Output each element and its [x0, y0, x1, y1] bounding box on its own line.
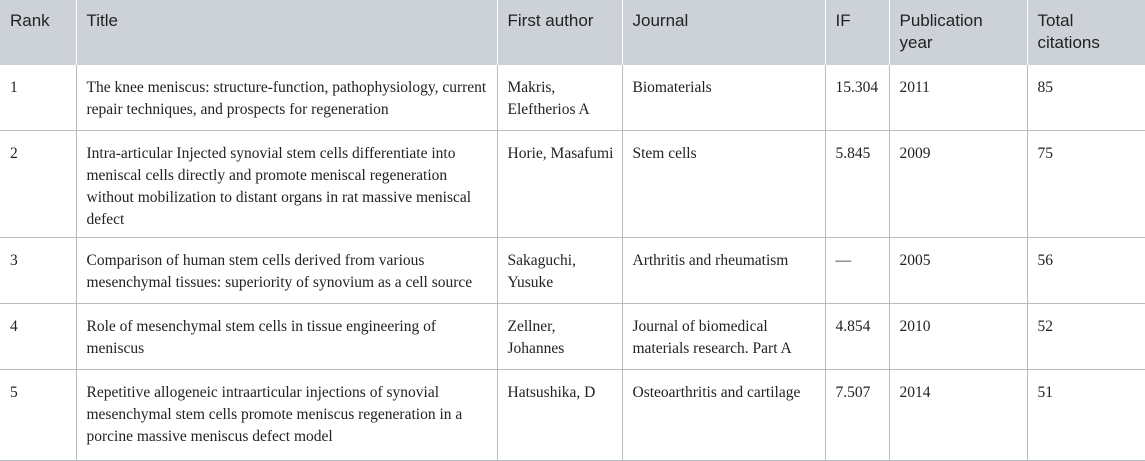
table-header	[0, 0, 1145, 65]
table-row	[0, 65, 1145, 131]
table-row	[0, 238, 1145, 304]
cell-first-author: Zellner, Johannes	[497, 304, 622, 370]
cell-publication-year: 2010	[889, 304, 1027, 370]
cell-title: Comparison of human stem cells derived from various mesenchymal tissues: superiority of synovium as a cell source	[76, 238, 497, 304]
header-publication-year: Publication year	[889, 0, 1027, 65]
cell-total-citations: 51	[1027, 370, 1145, 461]
table-row	[0, 304, 1145, 370]
cell-first-author: Sakaguchi, Yusuke	[497, 238, 622, 304]
header-title: Title	[76, 0, 497, 65]
cell-if: 15.304	[825, 65, 889, 131]
cell-rank: 2	[10, 145, 18, 162]
table-row	[0, 131, 1145, 238]
cell-first-author: Hatsushika, D	[497, 370, 622, 461]
cell-title: The knee meniscus: structure-function, pathophysiology, current repair techniques, and prospects for regeneration	[76, 65, 497, 131]
cell-title: Repetitive allogeneic intraarticular injections of synovial mesenchymal stem cells promote meniscus regeneration in a porcine massive meniscus defect model	[76, 370, 497, 461]
table-row	[0, 370, 1145, 461]
header-rank: Rank	[0, 0, 76, 65]
cell-total-citations: 52	[1027, 304, 1145, 370]
header-first-author: First author	[497, 0, 622, 65]
cell-if: —	[825, 238, 889, 304]
cell-rank: 1	[10, 79, 18, 96]
header-if: IF	[825, 0, 889, 65]
header-journal: Journal	[622, 0, 825, 65]
cell-publication-year: 2009	[889, 131, 1027, 238]
cell-rank: 5	[10, 384, 18, 401]
cell-first-author: Makris, Eleftherios A	[497, 65, 622, 131]
cell-publication-year: 2005	[889, 238, 1027, 304]
cell-total-citations: 75	[1027, 131, 1145, 238]
cell-journal: Arthritis and rheumatism	[622, 238, 825, 304]
cell-rank: 3	[10, 252, 18, 269]
header-total-citations: Total citations	[1037, 11, 1100, 52]
header-row	[0, 0, 1145, 65]
cell-journal: Stem cells	[622, 131, 825, 238]
cell-total-citations: 85	[1027, 65, 1145, 131]
cell-journal: Journal of biomedical materials research. Part A	[622, 304, 825, 370]
cell-total-citations: 56	[1027, 238, 1145, 304]
cell-publication-year: 2014	[889, 370, 1027, 461]
cell-rank: 4	[10, 318, 18, 335]
cell-first-author: Horie, Masafumi	[497, 131, 622, 238]
cell-if: 7.507	[825, 370, 889, 461]
cell-if: 5.845	[825, 131, 889, 238]
cell-if: 4.854	[825, 304, 889, 370]
cell-journal: Biomaterials	[622, 65, 825, 131]
cell-publication-year: 2011	[889, 65, 1027, 131]
cell-title: Role of mesenchymal stem cells in tissue engineering of meniscus	[76, 304, 497, 370]
cell-title: Intra-articular Injected synovial stem cells differentiate into meniscal cells directly and promote meniscal regeneration without mobilization to distant organs in rat massive meniscal defect	[76, 131, 497, 238]
cell-journal: Osteoarthritis and cartilage	[622, 370, 825, 461]
table-body	[0, 65, 1145, 461]
